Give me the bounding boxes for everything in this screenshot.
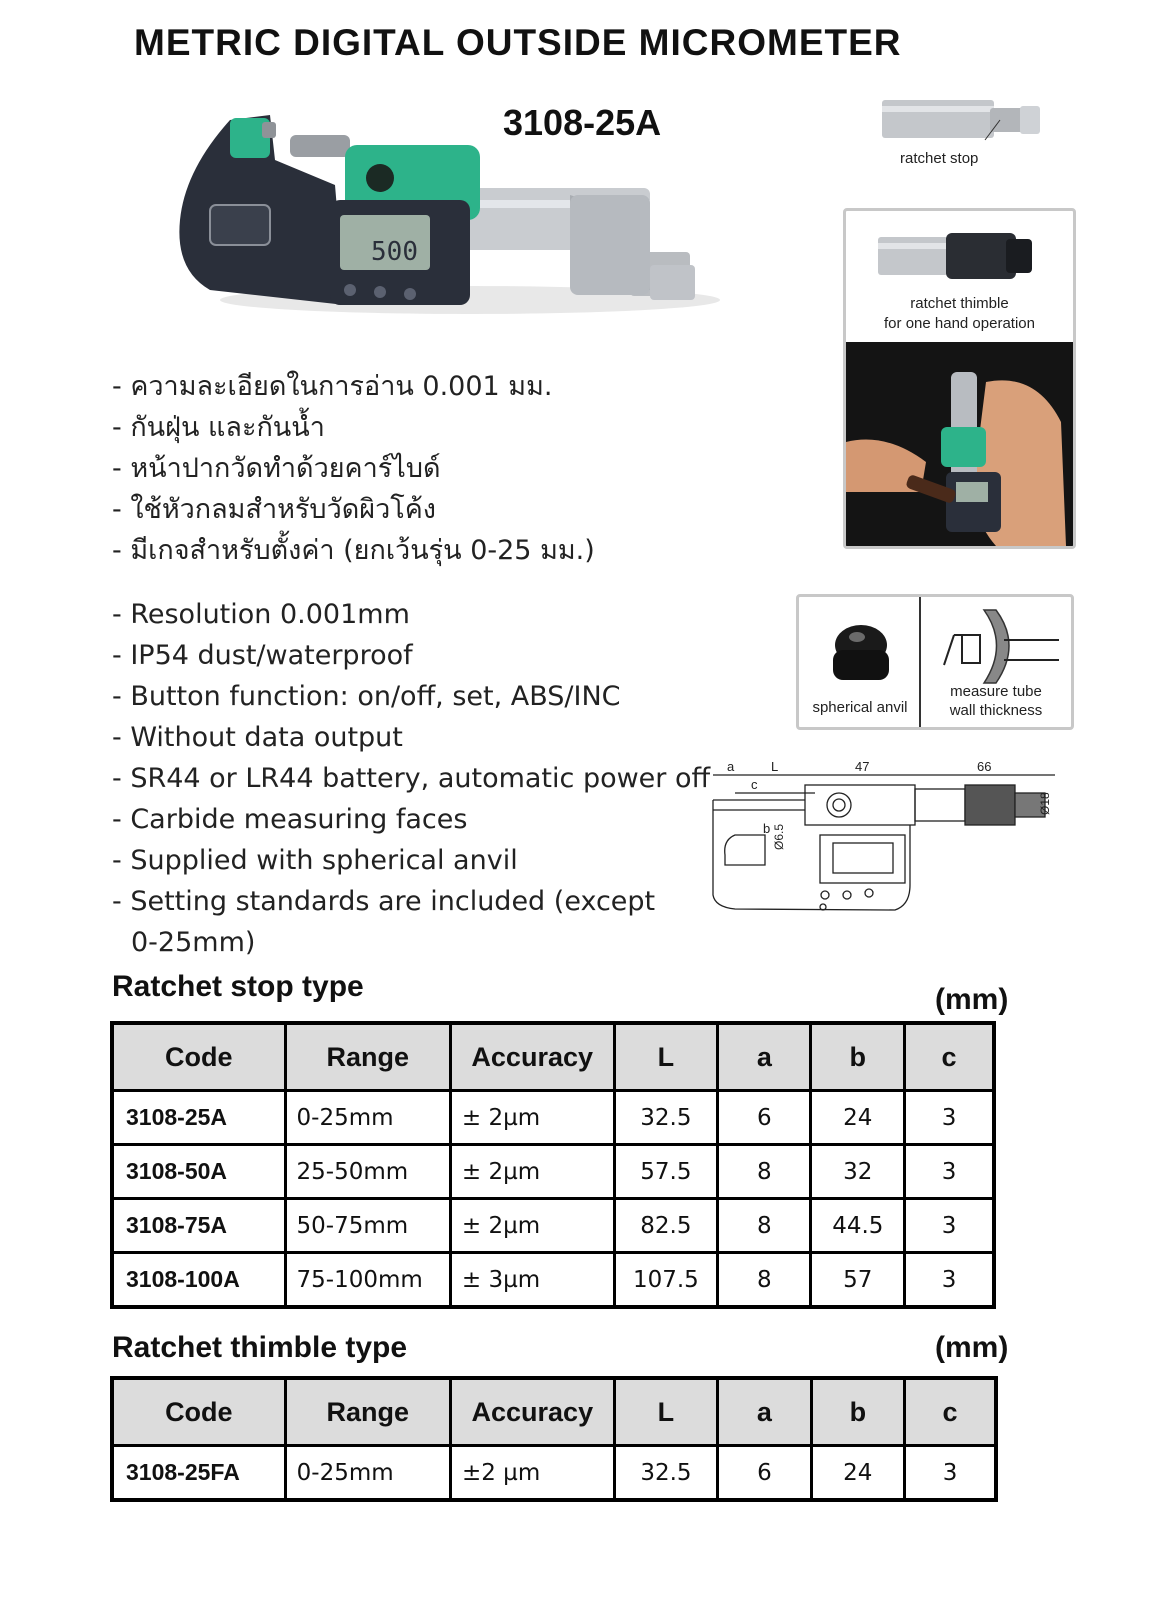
ratchet-thimble-caption-1: ratchet thimble [910,295,1009,312]
cell-range: 0-25mm [285,1446,450,1501]
cell-c: 3 [905,1091,994,1145]
label-b: b [763,821,771,836]
cell-b: 44.5 [811,1199,905,1253]
col-header-b: b [811,1023,905,1091]
cell-a: 8 [718,1253,811,1308]
cell-b: 57 [811,1253,905,1308]
cell-L: 32.5 [614,1091,718,1145]
cell-c: 3 [905,1145,994,1199]
cell-a: 8 [718,1199,811,1253]
feature-th-item: - ใช้หัวกลมสำหรับวัดผิวโค้ง [112,494,436,525]
cell-c: 3 [905,1253,994,1308]
cell-range: 75-100mm [285,1253,450,1308]
cell-accuracy: ± 3µm [450,1253,614,1308]
cell-code: 3108-25A [112,1091,285,1145]
cell-accuracy: ± 2µm [450,1145,614,1199]
dim-d65: Ø6.5 [772,823,786,850]
feature-en-item: - SR44 or LR44 battery, automatic power off [112,763,711,794]
cell-code: 3108-75A [112,1199,285,1253]
cell-code: 3108-25FA [112,1446,285,1501]
anvil-tube-panel [796,594,1074,730]
table-row [112,1446,996,1501]
col-header-c: c [905,1023,994,1091]
cell-a: 6 [718,1446,811,1501]
cell-c: 3 [905,1446,996,1501]
label-c: c [751,777,758,792]
cell-a: 8 [718,1145,811,1199]
features-english-list [112,594,710,963]
dim-66: 66 [977,759,992,774]
feature-en-item: - Resolution 0.001mm [112,599,410,630]
cell-L: 82.5 [614,1199,718,1253]
table-header-row [112,1378,996,1446]
col-header-L: L [614,1378,718,1446]
col-header-range: Range [285,1023,450,1091]
page-title: METRIC DIGITAL OUTSIDE MICROMETER [134,22,902,63]
cell-range: 0-25mm [285,1091,450,1145]
ratchet-stop-caption: ratchet stop [900,150,979,167]
cell-code: 3108-100A [112,1253,285,1308]
col-header-accuracy: Accuracy [450,1378,614,1446]
spherical-anvil-caption: spherical anvil [812,699,908,716]
ratchet-thimble-table [110,1376,998,1502]
cell-L: 32.5 [614,1446,718,1501]
cell-b: 32 [811,1145,905,1199]
feature-th-item: - มีเกจสำหรับตั้งค่า (ยกเว้นรุ่น 0-25 มม.) [112,535,595,566]
table-header-row [112,1023,994,1091]
table-row [112,1253,994,1308]
col-header-c: c [905,1378,996,1446]
cell-c: 3 [905,1199,994,1253]
measure-tube-caption-2: wall thickness [949,702,1043,719]
cell-b: 24 [811,1091,905,1145]
feature-th-item: - กันฝุ่น และกันน้ำ [112,412,325,443]
dim-47: 47 [855,759,870,774]
ratchet-thimble-panel [843,208,1076,549]
table-row [112,1199,994,1253]
ratchet-thimble-caption-2: for one hand operation [884,315,1035,332]
cell-accuracy: ±2 µm [450,1446,614,1501]
feature-en-item: - IP54 dust/waterproof [112,640,413,671]
col-header-accuracy: Accuracy [450,1023,614,1091]
cell-range: 50-75mm [285,1199,450,1253]
features-thai-list [112,366,595,571]
label-L: L [771,759,779,774]
col-header-b: b [811,1378,904,1446]
cell-range: 25-50mm [285,1145,450,1199]
spherical-anvil-image [819,615,904,690]
feature-en-item-continued: 0-25mm) [131,927,256,958]
measure-tube-diagram [934,605,1064,685]
cell-a: 6 [718,1091,811,1145]
measure-tube-caption-1: measure tube [950,683,1042,700]
feature-en-item: - Setting standards are included (except [112,886,656,917]
ratchet-stop-unit: (mm) [935,983,1009,1016]
ratchet-stop-table [110,1021,996,1309]
cell-accuracy: ± 2µm [450,1199,614,1253]
col-header-a: a [718,1023,811,1091]
col-header-L: L [614,1023,718,1091]
feature-th-item: - หน้าปากวัดทำด้วยคาร์ไบด์ [112,453,441,484]
feature-th-item: - ความละเอียดในการอ่าน 0.001 มม. [112,371,553,402]
feature-en-item: - Supplied with spherical anvil [112,845,518,876]
col-header-a: a [718,1378,811,1446]
label-a: a [727,759,735,774]
cell-b: 24 [811,1446,904,1501]
table-row [112,1091,994,1145]
ratchet-stop-image [880,92,1045,177]
col-header-code: Code [112,1378,285,1446]
dim-d18: Ø18 [1038,792,1052,815]
cell-accuracy: ± 2µm [450,1091,614,1145]
ratchet-stop-title: Ratchet stop type [112,970,364,1003]
feature-en-item: - Without data output [112,722,403,753]
cell-code: 3108-50A [112,1145,285,1199]
lcd-reading: 500 [371,237,418,267]
cell-L: 107.5 [614,1253,718,1308]
model-code: 3108-25A [503,102,662,143]
ratchet-thimble-unit: (mm) [935,1331,1009,1364]
table-row [112,1145,994,1199]
ratchet-thimble-title: Ratchet thimble type [112,1331,408,1364]
hand-operation-photo [846,342,1073,546]
col-header-range: Range [285,1378,450,1446]
feature-en-item: - Button function: on/off, set, ABS/INC [112,681,621,712]
feature-en-item: - Carbide measuring faces [112,804,468,835]
col-header-code: Code [112,1023,285,1091]
dimension-drawing [705,755,1075,925]
cell-L: 57.5 [614,1145,718,1199]
